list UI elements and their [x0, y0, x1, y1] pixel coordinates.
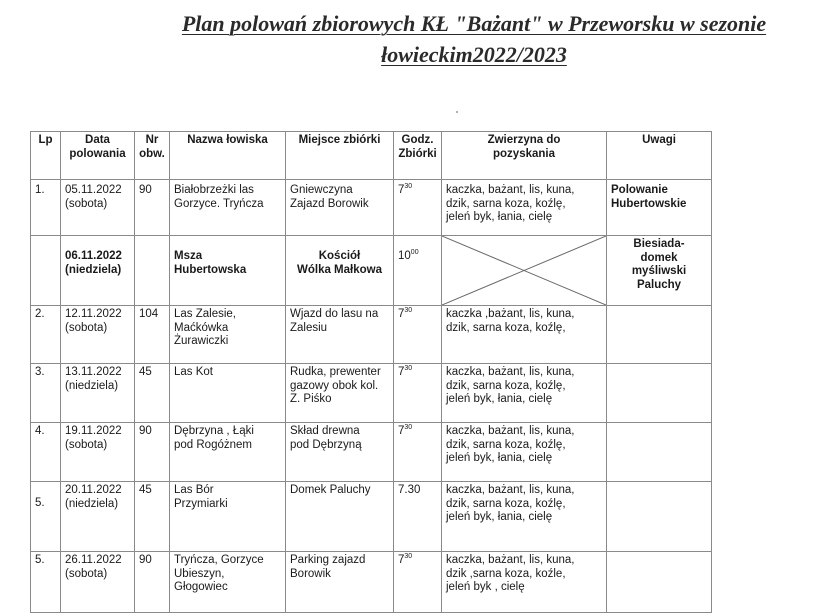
- cell-game: kaczka, bażant, lis, kuna, dzik ,sarna koza, koźle, jeleń byk , cielę: [442, 552, 607, 613]
- cell-time: $7^{30}$: [394, 423, 442, 482]
- document-title: [118, 8, 830, 70]
- cell-game: kaczka, bażant, lis, kuna, dzik, sarna koza, koźlę, jeleń byk, łania, cielę: [442, 482, 607, 552]
- header-place: Miejsce zbiórki: [286, 132, 394, 180]
- cell-game: kaczka, bażant, lis, kuna, dzik, sarna koza, koźlę, jeleń byk, łania, cielę: [442, 423, 607, 482]
- cell-lp: [31, 236, 61, 306]
- cell-place: Wjazd do lasu na Zalesiu: [286, 306, 394, 364]
- table-row: [31, 180, 712, 236]
- cell-place: Kościół Wólka Małkowa: [286, 236, 394, 306]
- cross-out-mark: [442, 236, 606, 305]
- cell-nr: 45: [135, 364, 170, 423]
- cell-lp: 5.: [31, 552, 61, 613]
- cell-lp: 4.: [31, 423, 61, 482]
- cell-lp: 5.: [31, 482, 61, 552]
- hunt-schedule-table: [30, 131, 712, 613]
- cell-notes: [607, 423, 712, 482]
- cell-time: 7.30: [394, 482, 442, 552]
- cell-notes: [607, 306, 712, 364]
- cell-game: kaczka, bażant, lis, kuna, dzik, sarna koza, koźlę, jeleń byk, łania, cielę: [442, 364, 607, 423]
- cell-notes: [607, 482, 712, 552]
- cell-time: $7^{30}$: [394, 364, 442, 423]
- cell-game-crossed: [442, 236, 607, 306]
- table-row: [31, 236, 712, 306]
- cell-game: kaczka ,bażant, lis, kuna, dzik, sarna koza, koźlę,: [442, 306, 607, 364]
- cell-nr: 90: [135, 180, 170, 236]
- cell-date: 05.11.2022 (sobota): [61, 180, 135, 236]
- table-row: [31, 423, 712, 482]
- cell-date: 06.11.2022 (niedziela): [61, 236, 135, 306]
- cell-name: Białobrzeżki las Gorzyce. Tryńcza: [170, 180, 286, 236]
- cell-nr: 45: [135, 482, 170, 552]
- cell-nr: 104: [135, 306, 170, 364]
- cell-notes: [607, 364, 712, 423]
- cell-lp: 2.: [31, 306, 61, 364]
- cell-notes: Biesiada- domek myśliwski Paluchy: [607, 236, 712, 306]
- cell-time: $10^{00}$: [394, 236, 442, 306]
- cell-date: 19.11.2022 (sobota): [61, 423, 135, 482]
- cell-time: $7^{30}$: [394, 180, 442, 236]
- cell-time: $7^{30}$: [394, 306, 442, 364]
- cell-notes: [607, 552, 712, 613]
- table-row: [31, 552, 712, 613]
- cell-date: 12.11.2022 (sobota): [61, 306, 135, 364]
- header-row: [31, 132, 712, 180]
- speck: [456, 111, 458, 113]
- table-row: [31, 482, 712, 552]
- cell-lp: 3.: [31, 364, 61, 423]
- cell-nr: [135, 236, 170, 306]
- title-line-2: łowieckim2022/2023: [381, 42, 567, 67]
- cell-time: $7^{30}$: [394, 552, 442, 613]
- cell-place: Skład drewna pod Dębrzyną: [286, 423, 394, 482]
- cell-lp: 1.: [31, 180, 61, 236]
- header-time: Godz. Zbiórki: [394, 132, 442, 180]
- cell-name: Las Zalesie, Maćkówka Żurawiczki: [170, 306, 286, 364]
- title-line-1: Plan polowań zbiorowych KŁ "Bażant" w Przeworsku w sezonie: [181, 11, 767, 36]
- header-name: Nazwa łowiska: [170, 132, 286, 180]
- cell-notes: Polowanie Hubertowskie: [607, 180, 712, 236]
- table-row: [31, 306, 712, 364]
- header-lp: Lp: [31, 132, 61, 180]
- cell-place: Parking zajazd Borowik: [286, 552, 394, 613]
- header-date: Data polowania: [61, 132, 135, 180]
- cell-date: 20.11.2022 (niedziela): [61, 482, 135, 552]
- cell-place: Gniewczyna Zajazd Borowik: [286, 180, 394, 236]
- table-row: [31, 364, 712, 423]
- header-nr: Nr obw.: [135, 132, 170, 180]
- cell-name: Dębrzyna , Łąki pod Rogóżnem: [170, 423, 286, 482]
- cell-nr: 90: [135, 552, 170, 613]
- cell-name: Las Bór Przymiarki: [170, 482, 286, 552]
- cell-name: Msza Hubertowska: [170, 236, 286, 306]
- cell-date: 13.11.2022 (niedziela): [61, 364, 135, 423]
- cell-date: 26.11.2022 (sobota): [61, 552, 135, 613]
- cell-place: Rudka, prewenter gazowy obok kol. Z. Piśko: [286, 364, 394, 423]
- cell-name: Las Kot: [170, 364, 286, 423]
- cell-name: Tryńcza, Gorzyce Ubieszyn, Głogowiec: [170, 552, 286, 613]
- cell-place: Domek Paluchy: [286, 482, 394, 552]
- cell-game: kaczka, bażant, lis, kuna, dzik, sarna koza, koźlę, jeleń byk, łania, cielę: [442, 180, 607, 236]
- header-notes: Uwagi: [607, 132, 712, 180]
- cell-nr: 90: [135, 423, 170, 482]
- header-game: Zwierzyna do pozyskania: [442, 132, 607, 180]
